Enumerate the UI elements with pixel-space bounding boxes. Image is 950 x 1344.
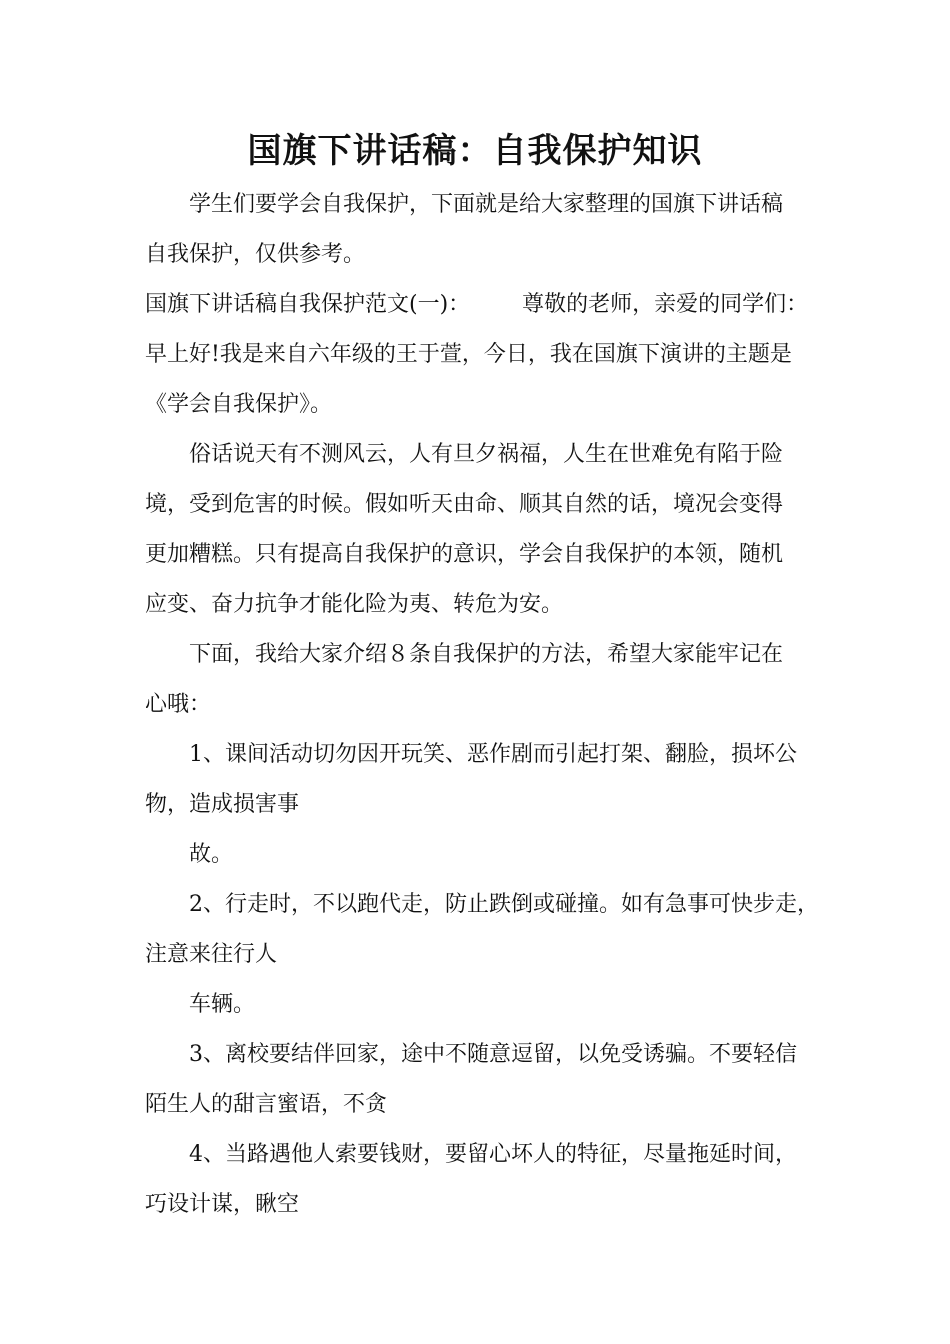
text-line: 俗话说天有不测风云，人有旦夕祸福，人生在世难免有陷于险: [189, 442, 784, 467]
text-line: 注意来往行人: [145, 942, 278, 967]
text-line: 1、课间活动切勿因开玩笑、恶作剧而引起打架、翻脸，损坏公: [189, 742, 797, 767]
text-line: 早上好!我是来自六年级的王于萱，今日，我在国旗下演讲的主题是: [145, 342, 792, 367]
salutation: 尊敬的老师，亲爱的同学们：: [522, 292, 809, 317]
text-line: 自我保护，仅供参考。: [145, 242, 366, 267]
text-line: 车辆。: [189, 992, 256, 1017]
text-line: 3、离校要结伴回家，途中不随意逗留，以免受诱骗。不要轻信: [189, 1042, 797, 1067]
text-line: 下面，我给大家介绍８条自我保护的方法，希望大家能牢记在: [189, 642, 784, 667]
text-line: 境，受到危害的时候。假如听天由命、顺其自然的话，境况会变得: [145, 492, 784, 517]
text-line: 更加糟糕。只有提高自我保护的意识，学会自我保护的本领，随机: [145, 542, 784, 567]
text-line: 巧设计谋，瞅空: [145, 1192, 300, 1217]
document-title: 国旗下讲话稿：自我保护知识: [247, 131, 703, 171]
text-line: 故。: [189, 842, 234, 867]
section-heading: 国旗下讲话稿自我保护范文(一)：: [145, 292, 471, 317]
document-body: [145, 180, 825, 1230]
text-line: 物，造成损害事: [145, 792, 300, 817]
text-line: 4、当路遇他人索要钱财，要留心坏人的特征，尽量拖延时间，: [189, 1142, 797, 1167]
text-line: [145, 280, 825, 330]
text-line: 《学会自我保护》。: [145, 392, 333, 417]
text-line: 心哦：: [145, 692, 212, 717]
text-line: 应变、奋力抗争才能化险为夷、转危为安。: [145, 592, 564, 617]
text-line: 学生们要学会自我保护，下面就是给大家整理的国旗下讲话稿: [189, 192, 784, 217]
text-line: 2、行走时，不以跑代走，防止跌倒或碰撞。如有急事可快步走，: [189, 892, 819, 917]
text-line: 陌生人的甜言蜜语，不贪: [145, 1092, 388, 1117]
